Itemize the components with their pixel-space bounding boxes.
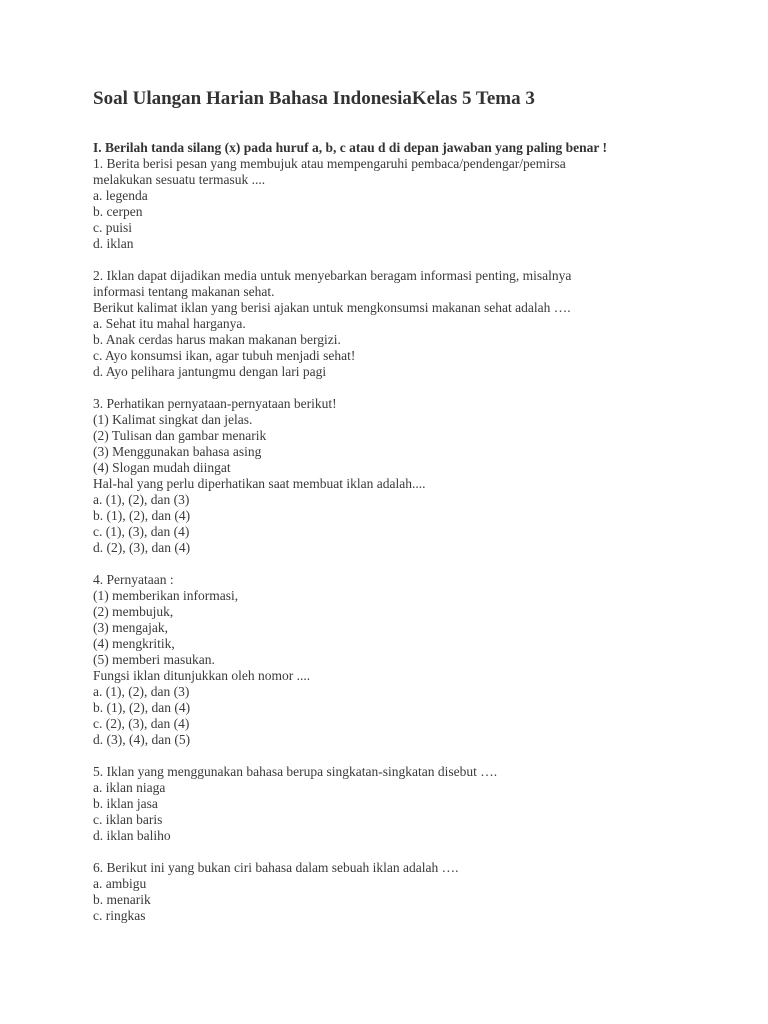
question-list bbox=[93, 156, 733, 924]
question-1 bbox=[93, 156, 733, 252]
answer-option: c. puisi bbox=[93, 220, 132, 235]
question-gap bbox=[93, 252, 733, 268]
answer-option: a. iklan niaga bbox=[93, 780, 166, 795]
answer-option: c. Ayo konsumsi ikan, agar tubuh menjadi sehat! bbox=[93, 348, 356, 363]
answer-option: b. (1), (2), dan (4) bbox=[93, 700, 191, 715]
answer-option: d. (2), (3), dan (4) bbox=[93, 540, 191, 555]
question-text-line: melakukan sesuatu termasuk .... bbox=[93, 172, 266, 187]
question-text-line: Hal-hal yang perlu diperhatikan saat membuat iklan adalah.... bbox=[93, 476, 426, 491]
question-6 bbox=[93, 860, 733, 924]
question-gap bbox=[93, 380, 733, 396]
answer-option: d. (3), (4), dan (5) bbox=[93, 732, 191, 747]
question-2 bbox=[93, 268, 733, 380]
answer-option: a. (1), (2), dan (3) bbox=[93, 492, 190, 507]
question-text-line: (4) Slogan mudah diingat bbox=[93, 460, 231, 475]
question-text-line: 6. Berikut ini yang bukan ciri bahasa dalam sebuah iklan adalah …. bbox=[93, 860, 459, 875]
question-text-line: (3) Menggunakan bahasa asing bbox=[93, 444, 262, 459]
answer-option: a. Sehat itu mahal harganya. bbox=[93, 316, 246, 331]
question-4 bbox=[93, 572, 733, 748]
question-text-line: (2) membujuk, bbox=[93, 604, 174, 619]
answer-option: c. iklan baris bbox=[93, 812, 163, 827]
question-text-line: (1) Kalimat singkat dan jelas. bbox=[93, 412, 253, 427]
question-text-line: 1. Berita berisi pesan yang membujuk atau mempengaruhi pembaca/pendengar/pemirsa bbox=[93, 156, 566, 171]
question-text-line: (5) memberi masukan. bbox=[93, 652, 215, 667]
answer-option: b. Anak cerdas harus makan makanan bergizi. bbox=[93, 332, 341, 347]
question-text-line: 2. Iklan dapat dijadikan media untuk menyebarkan beragam informasi penting, misalnya bbox=[93, 268, 572, 283]
question-5 bbox=[93, 764, 733, 844]
question-gap bbox=[93, 844, 733, 860]
answer-option: d. iklan bbox=[93, 236, 134, 251]
answer-option: a. ambigu bbox=[93, 876, 147, 891]
question-3 bbox=[93, 396, 733, 556]
answer-option: b. (1), (2), dan (4) bbox=[93, 508, 191, 523]
question-text-line: (1) memberikan informasi, bbox=[93, 588, 239, 603]
answer-option: a. legenda bbox=[93, 188, 148, 203]
question-text-line: (2) Tulisan dan gambar menarik bbox=[93, 428, 267, 443]
question-text-line: (3) mengajak, bbox=[93, 620, 168, 635]
answer-option: d. Ayo pelihara jantungmu dengan lari pagi bbox=[93, 364, 327, 379]
answer-option: b. iklan jasa bbox=[93, 796, 158, 811]
instruction-text: I. Berilah tanda silang (x) pada huruf a, b, c atau d di depan jawaban yang paling benar ! bbox=[93, 140, 607, 155]
answer-option: d. iklan baliho bbox=[93, 828, 171, 843]
question-text-line: 3. Perhatikan pernyataan-pernyataan berikut! bbox=[93, 396, 337, 411]
question-gap bbox=[93, 556, 733, 572]
question-gap bbox=[93, 748, 733, 764]
question-text-line: Berikut kalimat iklan yang berisi ajakan untuk mengkonsumsi makanan sehat adalah …. bbox=[93, 300, 571, 315]
question-text-line: (4) mengkritik, bbox=[93, 636, 175, 651]
answer-option: b. menarik bbox=[93, 892, 151, 907]
question-text-line: informasi tentang makanan sehat. bbox=[93, 284, 275, 299]
answer-option: c. ringkas bbox=[93, 908, 146, 923]
answer-option: c. (1), (3), dan (4) bbox=[93, 524, 190, 539]
question-text-line: Fungsi iklan ditunjukkan oleh nomor .... bbox=[93, 668, 311, 683]
answer-option: a. (1), (2), dan (3) bbox=[93, 684, 190, 699]
question-text-line: 5. Iklan yang menggunakan bahasa berupa singkatan-singkatan disebut …. bbox=[93, 764, 498, 779]
answer-option: c. (2), (3), dan (4) bbox=[93, 716, 190, 731]
document-page bbox=[93, 86, 733, 924]
question-text-line: 4. Pernyataan : bbox=[93, 572, 174, 587]
page-title: Soal Ulangan Harian Bahasa IndonesiaKelas 5 Tema 3 bbox=[93, 88, 535, 109]
answer-option: b. cerpen bbox=[93, 204, 143, 219]
